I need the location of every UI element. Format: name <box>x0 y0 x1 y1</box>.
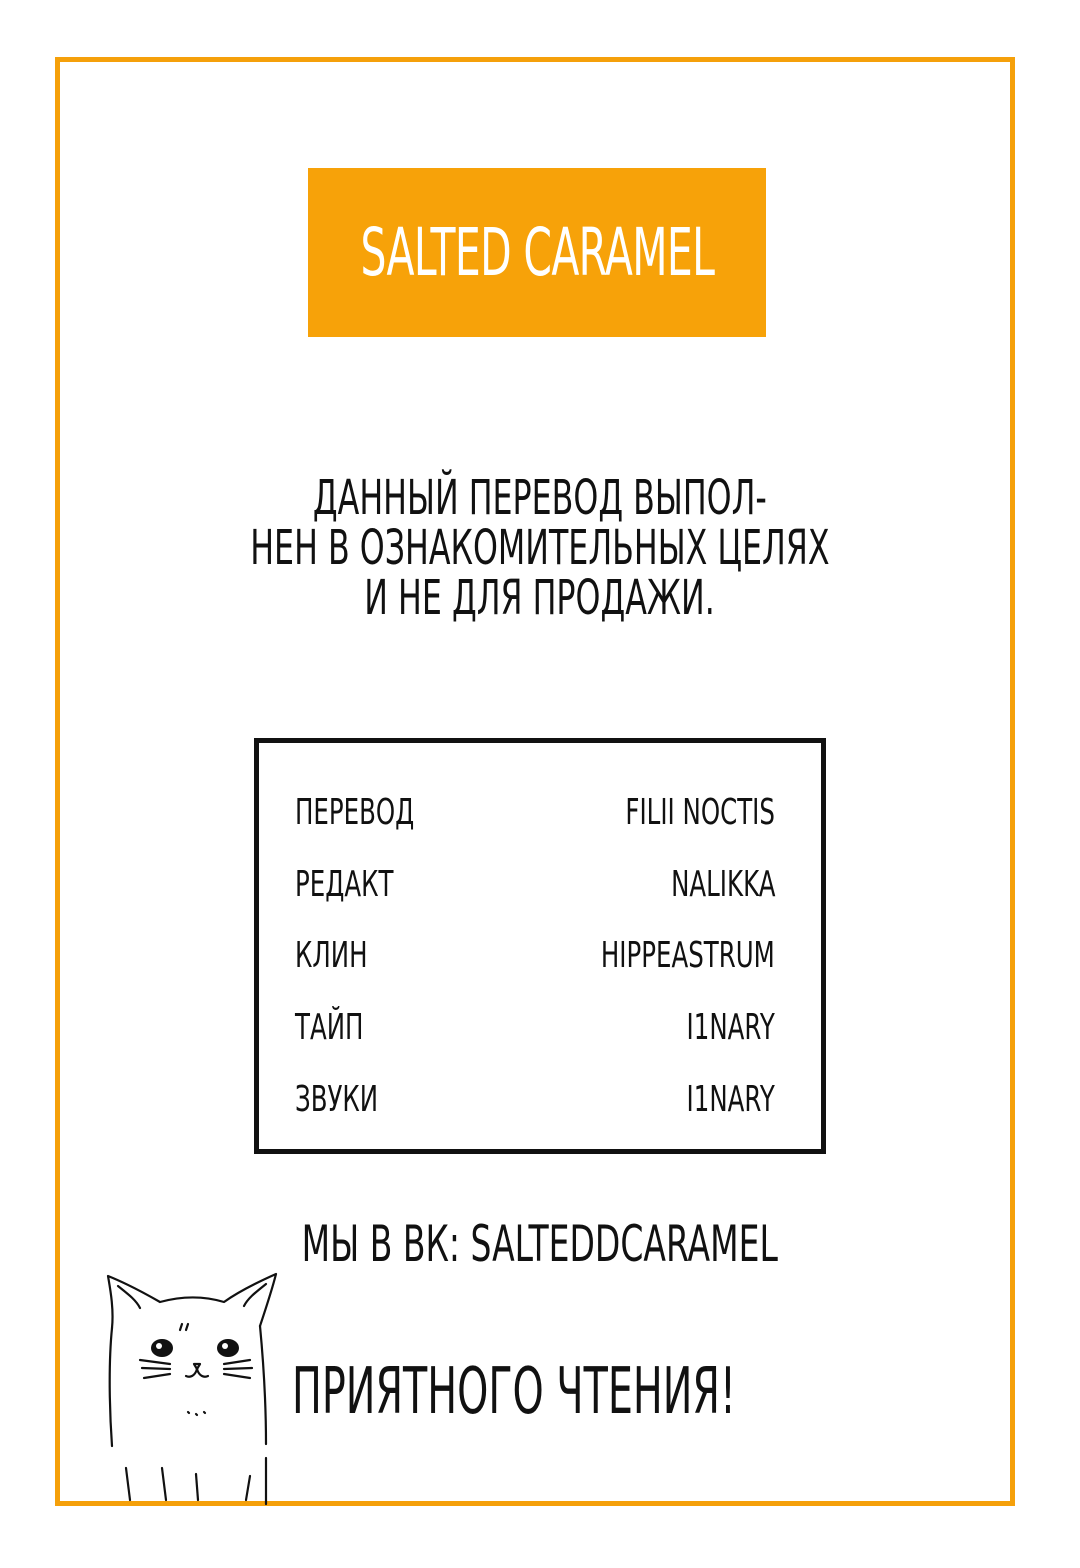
disclaimer-line-3 <box>0 570 1080 626</box>
credit-row <box>259 1006 821 1050</box>
credit-row <box>259 791 821 835</box>
vk-social-line <box>0 1214 1080 1274</box>
credit-row <box>259 863 821 907</box>
credit-name: NALIKKA <box>670 864 775 905</box>
credit-name: HIPPEASTRUM <box>601 935 775 976</box>
credit-role: ЗВУКИ <box>295 1079 379 1120</box>
title-banner <box>308 168 766 337</box>
disclaimer-line-1 <box>0 470 1080 526</box>
credit-row <box>259 1078 821 1122</box>
credit-role: РЕДАКТ <box>295 864 394 905</box>
disclaimer-text-2: НЕН В ОЗНАКОМИТЕЛЬНЫХ ЦЕЛЯХ <box>250 520 830 576</box>
credit-name: FILII NOCTIS <box>625 792 775 833</box>
disclaimer-text-3: И НЕ ДЛЯ ПРОДАЖИ. <box>364 570 716 626</box>
credit-role: КЛИН <box>295 935 368 976</box>
credit-row <box>259 934 821 978</box>
disclaimer-line-2 <box>0 520 1080 576</box>
credit-role: ПЕРЕВОД <box>295 792 415 833</box>
vk-social-text: МЫ В ВК: SALTEDDCARAMEL <box>301 1215 779 1273</box>
closing-message: ПРИЯТНОГО ЧТЕНИЯ! <box>292 1355 736 1429</box>
cat-drawing-icon <box>100 1268 290 1508</box>
credit-name: I1NARY <box>686 1007 775 1048</box>
banner-title: SALTED CARAMEL <box>360 213 714 291</box>
credit-name: I1NARY <box>686 1079 775 1120</box>
credit-role: ТАЙП <box>295 1007 364 1048</box>
disclaimer-text-1: ДАННЫЙ ПЕРЕВОД ВЫПОЛ- <box>313 470 767 526</box>
credits-box <box>254 738 826 1154</box>
